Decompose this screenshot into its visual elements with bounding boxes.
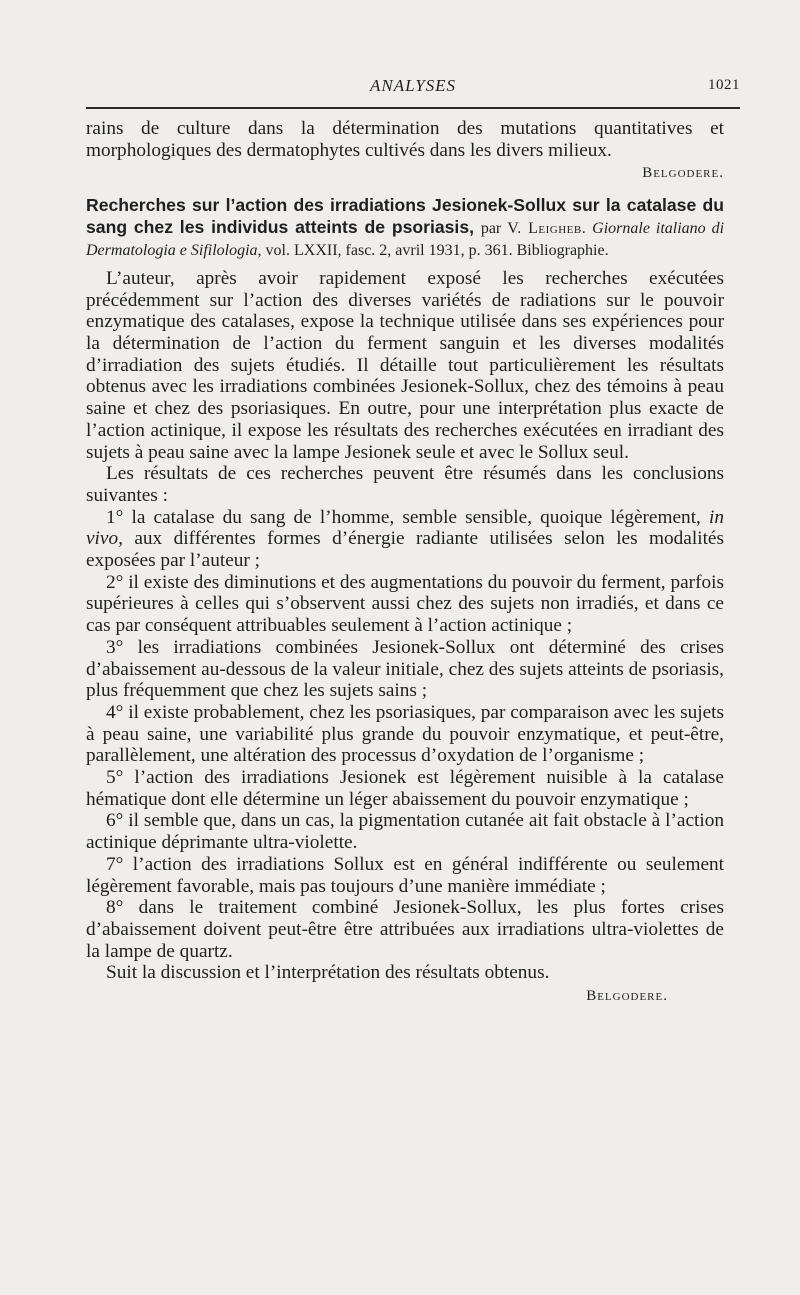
previous-review-tail: rains de culture dans la détermination des mutations quantitatives et morphologiques des dermatophytes cultivés dans les divers milieux.: [86, 118, 724, 161]
conclusion-3: 3° les irradiations combinées Jesionek-Sollux ont déterminé des crises d’abaissement au-dessous de la valeur initiale, chez des sujets atteints de psoriasis, plus fréquemment que chez les sujets sains ;: [86, 636, 724, 702]
page-number: 1021: [708, 77, 740, 93]
article-title: Recherches sur l’action des irradiations Jesionek-Sollux sur la catalase du sang chez les individus atteints de psoriasis,: [86, 195, 724, 237]
article-heading: [86, 195, 724, 262]
conclusion-1-start: 1° la catalase du sang de l’homme, semble sensible, quoique légèrement,: [106, 506, 701, 528]
journal-reference: vol. LXXII, fasc. 2, avril 1931, p. 361. Bibliographie.: [265, 242, 609, 260]
body-paragraph-1: L’auteur, après avoir rapidement exposé les recherches exécutées précédemment sur l’action des diverses variétés de radiations sur le pouvoir enzymatique des catalases, expose la technique utilisée dans ses expériences pour la détermination de l’action du ferment sanguin et les diverses modalités d’irradiation des sujets étudiés. Il détaille tout particulièrement les résultats obtenus avec les irradiations combinées Jesionek-Sollux, chez des témoins à peau saine et chez des psoriasiques. En outre, pour une interprétation plus exacte de l’action actinique, il expose les résultats des recherches exécutées en irradiant des sujets à peau saine avec la lampe Jesionek seule et avec le Sollux seul.: [86, 267, 724, 463]
page-content: [86, 118, 724, 1008]
conclusion-2: 2° il existe des diminutions et des augmentations du pouvoir du ferment, parfois supérieures à celles qui s’observent aussi chez des sujets non irradiés, et dans ce cas par conséquent attribuables seulement à l’action actinique ;: [86, 571, 724, 637]
conclusion-4: 4° il existe probablement, chez les psoriasiques, par comparaison avec les sujets à peau saine, une variabilité plus grande du pouvoir enzymatique, et peut-être, parallèlement, une altération des processus d’oxydation de l’organisme ;: [86, 701, 724, 767]
article-body: [86, 268, 724, 984]
running-title: ANALYSES: [369, 76, 457, 95]
conclusion-1: [86, 507, 724, 572]
page-header: [86, 76, 740, 100]
body-paragraph-2: Les résultats de ces recherches peuvent être résumés dans les conclusions suivantes :: [86, 463, 724, 506]
header-rule: [86, 107, 740, 109]
conclusion-1-end: aux différentes formes d’énergie radiante utilisées selon les modalités exposées par l’auteur ;: [86, 528, 724, 572]
conclusion-6: 6° il semble que, dans un cas, la pigmentation cutanée ait fait obstacle à l’action actinique déprimante ultra-violette.: [86, 810, 724, 854]
journal-name: Giornale italiano di Dermatologia e Sifilologia,: [86, 219, 725, 260]
closing-paragraph: Suit la discussion et l’interprétation des résultats obtenus.: [106, 962, 550, 984]
previous-review-signature: Belgodere.: [642, 165, 724, 182]
conclusion-8: 8° dans le traitement combiné Jesionek-Sollux, les plus fortes crises d’abaissement doivent peut-être être attribuées aux irradiations ultra-violettes de la lampe de quartz.: [86, 897, 724, 962]
conclusion-5: 5° l’action des irradiations Jesionek est légèrement nuisible à la catalase hématique dont elle détermine un léger abaissement du pouvoir enzymatique ;: [86, 767, 724, 810]
byline: [481, 220, 592, 237]
byline-by: par: [480, 219, 502, 237]
conclusion-7: 7° l’action des irradiations Sollux est en général indifférente ou seulement légèrement favorable, mais pas toujours d’une manière immédiate ;: [86, 853, 724, 897]
conclusion-1-italic: in vivo,: [86, 506, 724, 550]
article-signature: Belgodere.: [586, 988, 668, 1005]
article-author: V. Leigheb.: [507, 219, 587, 237]
